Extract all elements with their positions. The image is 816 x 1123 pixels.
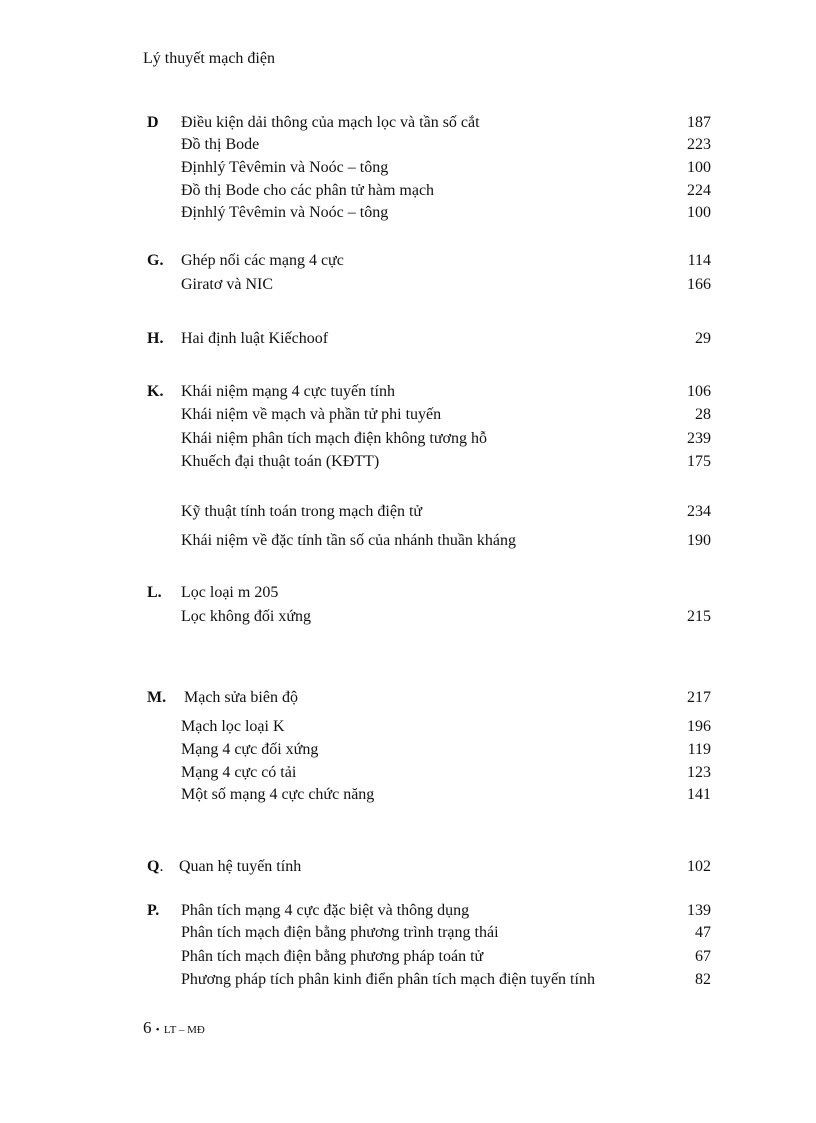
index-entry: Điều kiện dải thông của mạch lọc và tần số cắt [181,114,480,131]
index-entry: Đồ thị Bode cho các phân tử hàm mạch [181,182,435,199]
section-letter-q [147,858,163,876]
index-entry: Khái niệm về đặc tính tần số của nhánh thuần kháng [181,532,517,549]
running-header: Lý thuyết mạch điện [143,50,275,67]
index-entry: Phương pháp tích phân kinh điển phân tích mạch điện tuyến tính [181,971,595,988]
index-entry: Giratơ và NIC [181,276,273,293]
index-page-number: 123 [687,764,711,781]
index-page-number: 100 [687,204,711,221]
index-entry: Khuếch đại thuật toán (KĐTT) [181,453,380,470]
index-page-number: 67 [695,948,711,965]
index-page-number: 102 [687,858,711,875]
index-entry: Ghép nối các mạng 4 cực [181,252,344,269]
section-letter-m: M. [147,689,167,706]
section-letter-g: G. [147,252,164,269]
index-entry: Mạch sửa biên độ [184,689,298,706]
index-entry: Một số mạng 4 cực chức năng [181,786,375,803]
index-entry: Phân tích mạng 4 cực đặc biệt và thông dụng [181,902,470,919]
footer-page-number: 6 [143,1018,152,1037]
index-entry: Lọc loại m 205 [181,584,279,601]
section-letter-h: H. [147,330,164,347]
page-footer [143,1018,205,1038]
index-page-number: 239 [687,430,711,447]
index-entry: Phân tích mạch điện bằng phương pháp toán tử [181,948,484,965]
index-entry: Lọc không đối xứng [181,608,311,625]
index-entry: Khái niệm về mạch và phần tử phi tuyến [181,406,442,423]
index-page-number: 217 [687,689,711,706]
index-page-number: 106 [687,383,711,400]
section-letter-d: D [147,114,159,131]
index-page-number: 119 [687,741,711,758]
index-entry: Mạch lọc loại K [181,718,285,735]
section-letter-q-suffix: . [159,858,164,875]
index-entry: Kỹ thuật tính toán trong mạch điện tử [181,503,423,520]
index-entry: Hai định luật Kiếchoof [181,330,329,347]
index-page-number: 82 [695,971,711,988]
section-letter-p: P. [147,902,160,919]
footer-text: LT – MĐ [163,1024,205,1036]
index-page-number: 187 [687,114,711,131]
index-page-number: 223 [687,136,711,153]
section-letter-k: K. [147,383,164,400]
index-entry: Địnhlý Têvêmin và Noóc – tông [181,204,389,221]
index-page-number: 100 [687,159,711,176]
index-page-number: 175 [687,453,711,470]
index-page-number: 196 [687,718,711,735]
index-page-number: 114 [687,252,711,269]
index-page-number: 166 [687,276,711,293]
index-page-number: 29 [695,330,711,347]
index-entry: Đồ thị Bode [181,136,260,153]
index-page-number: 47 [695,924,711,941]
index-entry: Khái niệm phân tích mạch điện không tương hỗ [181,430,487,447]
index-entry: Quan hệ tuyến tính [179,858,302,875]
index-entry: Địnhlý Têvêmin và Noóc – tông [181,159,389,176]
index-page-number: 224 [687,182,711,199]
index-page-number: 28 [695,406,711,423]
index-page-number: 190 [687,532,711,549]
section-letter-q-char: Q [147,858,160,875]
footer-bullet: • [155,1024,160,1036]
index-entry: Mạng 4 cực đối xứng [181,741,319,758]
index-entry: Mạng 4 cực có tải [181,764,297,781]
index-page-number: 141 [687,786,711,803]
index-page-number: 215 [687,608,711,625]
index-page-number: 234 [687,503,711,520]
index-page-number: 139 [687,902,711,919]
index-entry: Khái niệm mạng 4 cực tuyến tính [181,383,395,400]
index-entry: Phân tích mạch điện bằng phương trình trạng thái [181,924,499,941]
section-letter-l: L. [147,584,162,601]
